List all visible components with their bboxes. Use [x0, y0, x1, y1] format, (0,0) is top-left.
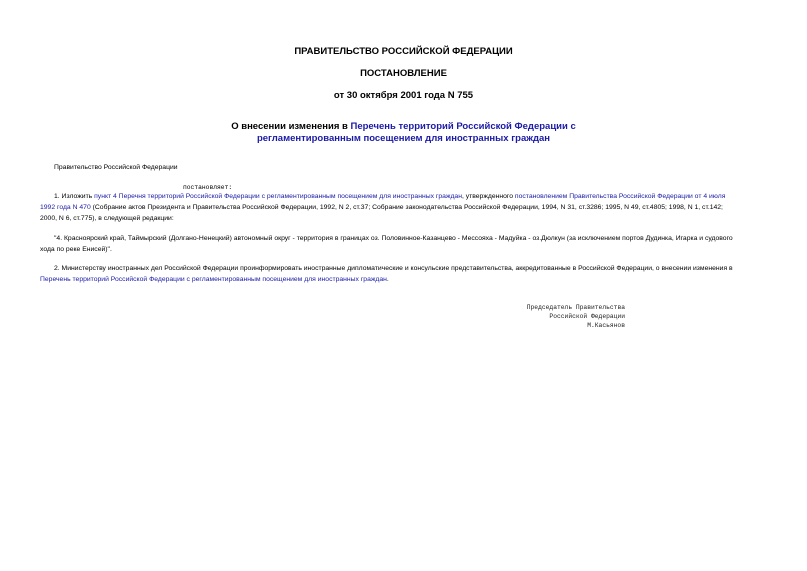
paragraph-1-lead: 1. Изложить — [54, 193, 95, 200]
signature-name: М.Касьянов — [587, 322, 625, 329]
paragraph-1-line-2 — [40, 202, 770, 213]
paragraph-1-link-resolution-a[interactable]: постановлением Правительства Российской Федерации от 4 июля — [514, 193, 726, 200]
document-title — [0, 121, 807, 145]
paragraph-1 — [40, 191, 770, 224]
paragraph-2 — [40, 263, 770, 285]
title-line-1 — [0, 121, 807, 133]
paragraph-1-line-3: 2000, N 6, ст.775), в следующей редакции: — [40, 215, 174, 222]
quoted-item-4-line-1: "4. Красноярский край, Таймырский (Долгано-Ненецкий) автономный округ - территория в границах оз. Половинное-Казанцево - Мессояха - Мадуйка - оз.Дюлкун (за исключением портов Дудинка, Игарка и судового — [54, 235, 733, 242]
signature-position: Председатель Правительства — [526, 304, 625, 311]
paragraph-1-line-1 — [40, 191, 770, 202]
issuer-heading: ПРАВИТЕЛЬСТВО РОССИЙСКОЙ ФЕДЕРАЦИИ — [294, 46, 513, 57]
paragraph-2-end: . — [386, 276, 389, 283]
title-line-2 — [0, 133, 807, 145]
signature-block — [480, 303, 625, 330]
paragraph-2-line-1: 2. Министерству иностранных дел Российской Федерации проинформировать иностранные дипломатические и консульские представительства, аккредитованные в Российской Федерации, о внесении изменения в — [54, 265, 733, 272]
paragraph-1-mid: , утвержденного — [461, 193, 515, 200]
paragraph-1-link-item-4[interactable]: пункт 4 Перечня территорий Российской Федерации с регламентированным посещением для иностранных граждан — [94, 193, 462, 200]
paragraph-1-sources: (Собрание актов Президента и Правительства Российской Федерации, 1992, N 2, ст.37; Собрание законодательства Российской Федерации, 1994, N 31, ст.3286; 1995, N 49, ст.4805; 1998, N 1, ст.142; — [90, 204, 723, 211]
resolves-line: постановляет: — [183, 184, 233, 191]
paragraph-1-link-resolution-b[interactable]: 1992 года N 470 — [40, 204, 91, 211]
document-date-number: от 30 октября 2001 года N 755 — [333, 90, 474, 101]
document-type-heading: ПОСТАНОВЛЕНИЕ — [360, 68, 447, 79]
signature-country: Российской Федерации — [549, 313, 625, 320]
title-prefix: О внесении изменения в — [231, 121, 351, 132]
title-link-part-1[interactable]: Перечень территорий Российской Федерации с — [350, 121, 576, 132]
title-link-part-2[interactable]: регламентированным посещением для иностранных граждан — [256, 133, 551, 144]
government-line: Правительство Российской Федерации — [54, 164, 178, 171]
quoted-item-4 — [40, 233, 770, 255]
paragraph-2-line-2 — [40, 274, 770, 285]
paragraph-2-link-list[interactable]: Перечень территорий Российской Федерации с регламентированным посещением для иностранных граждан — [40, 276, 387, 283]
quoted-item-4-line-2: хода по реке Енисей)". — [40, 246, 112, 253]
